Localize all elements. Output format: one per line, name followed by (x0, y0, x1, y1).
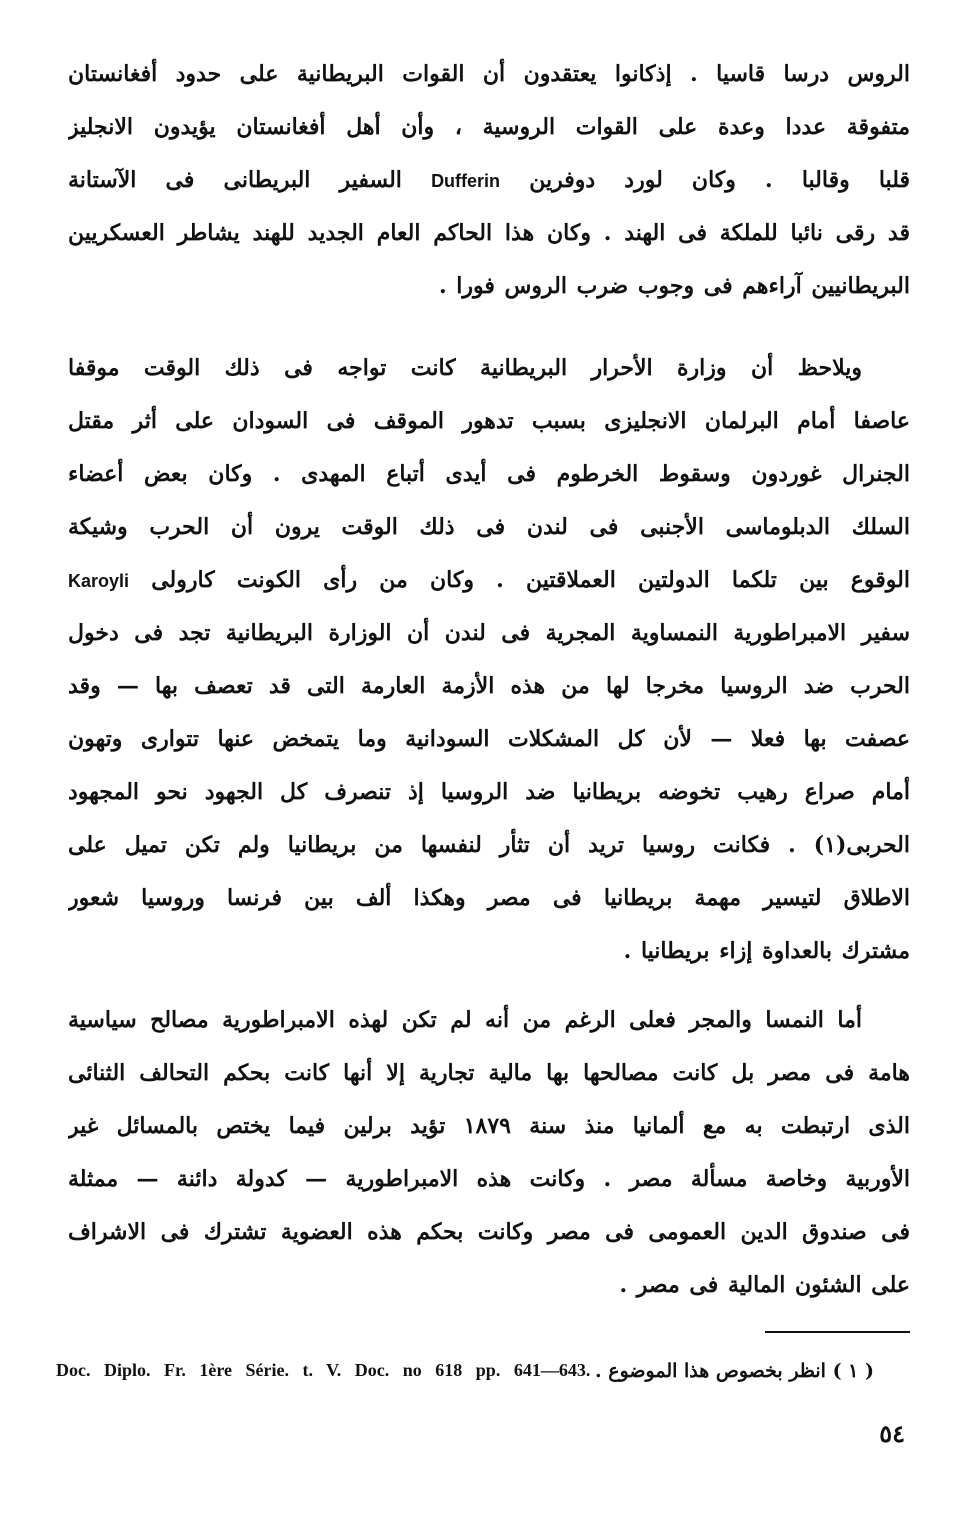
text-line: عصفت بها فعلا — لأن كل المشكلات السودانية وما يتمخض عنها تتوارى وتهون (68, 726, 910, 752)
text-line: الوقوع بين تلكما الدولتين العملاقتين . وكان من رأى الكونت كارولى Karoyli (68, 567, 910, 593)
text-line: البريطانيين آراءهم فى وجوب ضرب الروس فورا . (438, 273, 910, 299)
paragraph-3 (68, 994, 910, 1312)
page-number: ٥٤ (879, 1422, 905, 1448)
text-line: على الشئون المالية فى مصر . (619, 1272, 910, 1298)
footnote-citation: Doc. Diplo. Fr. 1ère Série. t. V. Doc. no 618 pp. 641—643. (56, 1360, 591, 1380)
text-line: الاطلاق لتيسير مهمة بريطانيا فى مصر وهكذا ألف بين فرنسا وروسيا شعور (68, 885, 910, 911)
paragraph-1 (68, 48, 910, 313)
text-line: هامة فى مصر بل كانت مصالحها بها مالية تجارية إلا أنها كانت بحكم التحالف الثنائى (68, 1060, 910, 1086)
text-line: الأوربية وخاصة مسألة مصر . وكانت هذه الامبراطورية — كدولة دائنة — ممثلة (68, 1166, 910, 1192)
text-line: الحربى(١) . فكانت روسيا تريد أن تثأر لنفسها من بريطانيا ولم تكن تميل على (68, 832, 910, 858)
book-page (68, 48, 910, 1488)
latin-term: Dufferin (431, 171, 501, 191)
text-line: متفوقة عددا وعدة على القوات الروسية ، وأن أهل أفغانستان يؤيدون الانجليز (68, 114, 910, 140)
text-line: الروس درسا قاسيا . إذكانوا يعتقدون أن القوات البريطانية على حدود أفغانستان (68, 61, 910, 87)
text-line: قد رقى نائبا للملكة فى الهند . وكان هذا الحاكم العام الجديد للهند يشاطر العسكريين (68, 220, 910, 246)
footnote-divider (765, 1331, 910, 1333)
text-line: الحرب ضد الروسيا مخرجا لها من هذه الأزمة العارمة التى قد تعصف بها — وقد (68, 673, 910, 699)
footnote-text: ( ١ ) انظر بخصوص هذا الموضوع . (595, 1360, 874, 1382)
text-line: فى صندوق الدين العمومى فى مصر وكانت بحكم هذه العضوية تشترك فى الاشراف (68, 1219, 910, 1245)
text-line: أما النمسا والمجر فعلى الرغم من أنه لم تكن لهذه الامبراطورية مصالح سياسية (68, 1007, 862, 1033)
text-line: قلبا وقالبا . وكان لورد دوفرين Dufferin السفير البريطانى فى الآستانة (68, 167, 910, 193)
text-line: عاصفا أمام البرلمان الانجليزى بسبب تدهور الموقف فى السودان على أثر مقتل (68, 408, 910, 434)
text-line: الجنرال غوردون وسقوط الخرطوم فى أيدى أتباع المهدى . وكان بعض أعضاء (68, 461, 910, 487)
text-line: السلك الدبلوماسى الأجنبى فى لندن فى ذلك الوقت يرون أن الحرب وشيكة (68, 514, 910, 540)
latin-term: Karoyli (68, 571, 130, 591)
text-line: أمام صراع رهيب تخوضه بريطانيا ضد الروسيا إذ تنصرف كل الجهود نحو المجهود (68, 779, 910, 805)
text-line: مشترك بالعداوة إزاء بريطانيا . (623, 938, 910, 964)
paragraph-2 (68, 342, 910, 978)
text-line: سفير الامبراطورية النمساوية المجرية فى لندن أن الوزارة البريطانية تجد فى دخول (68, 620, 910, 646)
text-line: ويلاحظ أن وزارة الأحرار البريطانية كانت تواجه فى ذلك الوقت موقفا (68, 355, 862, 381)
text-line: الذى ارتبطت به مع ألمانيا منذ سنة ١٨٧٩ تؤيد برلين فيما يختص بالمسائل غير (68, 1113, 910, 1139)
